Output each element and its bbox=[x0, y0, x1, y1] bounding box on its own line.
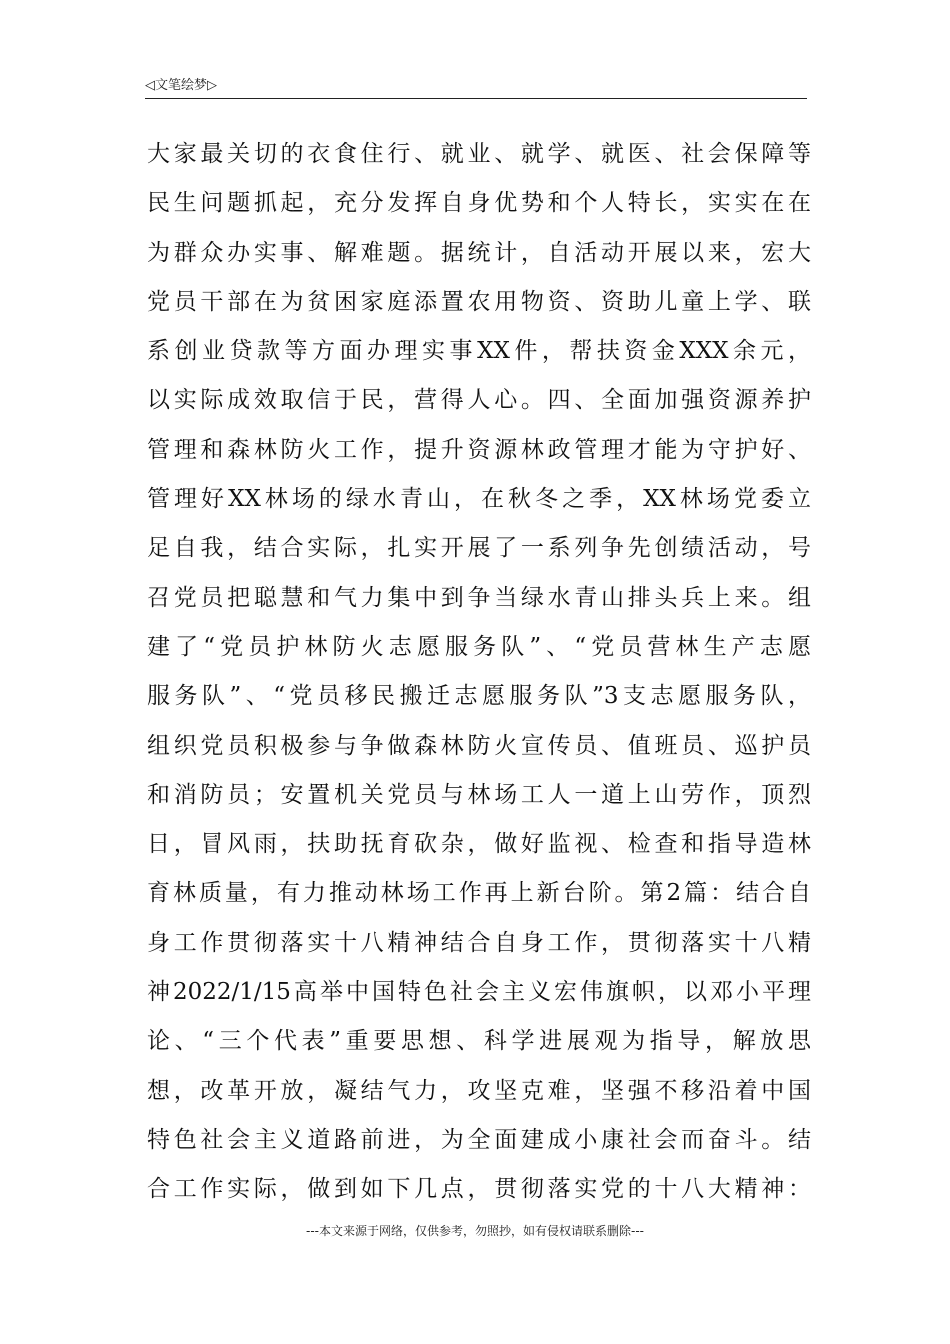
document-body bbox=[147, 130, 811, 1215]
body-line: 育林质量，有力推动林场工作再上新台阶。第2篇：结合自 bbox=[147, 880, 811, 907]
header-title: ◁文笔绘梦▷ bbox=[145, 78, 217, 93]
body-line: 足自我，结合实际，扎实开展了一系列争先创绩活动，号 bbox=[147, 535, 811, 562]
body-line: 管理好XX林场的绿水青山，在秋冬之季，XX林场党委立 bbox=[147, 486, 811, 513]
body-line: 和消防员；安置机关党员与林场工人一道上山劳作，顶烈 bbox=[147, 781, 811, 808]
body-line: 想，改革开放，凝结气力，攻坚克难，坚强不移沿着中国 bbox=[147, 1077, 811, 1104]
body-line: 系创业贷款等方面办理实事XX件，帮扶资金XXX余元， bbox=[147, 338, 811, 365]
body-line: 大家最关切的衣食住行、就业、就学、就医、社会保障等 bbox=[147, 141, 811, 167]
body-line: 建了“党员护林防火志愿服务队”、“党员营林生产志愿 bbox=[147, 633, 811, 660]
body-line: 组织党员积极参与争做森林防火宣传员、值班员、巡护员 bbox=[147, 732, 811, 759]
body-line: 身工作贯彻落实十八精神结合自身工作，贯彻落实十八精 bbox=[147, 929, 811, 956]
body-line: 管理和森林防火工作，提升资源林政管理才能为守护好、 bbox=[147, 436, 811, 463]
body-line: 神2022/1/15高举中国特色社会主义宏伟旗帜，以邓小平理 bbox=[147, 979, 811, 1006]
body-line: 为群众办实事、解难题。据统计，自活动开展以来，宏大 bbox=[147, 239, 811, 266]
body-line: 党员干部在为贫困家庭添置农用物资、资助儿童上学、联 bbox=[147, 288, 811, 315]
page-header bbox=[145, 72, 807, 99]
body-line: 合工作实际，做到如下几点，贯彻落实党的十八大精神： bbox=[147, 1176, 811, 1203]
body-line: 论、“三个代表”重要思想、科学进展观为指导，解放思 bbox=[147, 1028, 811, 1055]
body-line: 特色社会主义道路前进，为全面建成小康社会而奋斗。结 bbox=[147, 1126, 811, 1153]
body-line: 以实际成效取信于民，营得人心。四、全面加强资源养护 bbox=[147, 387, 811, 414]
body-line: 服务队”、“党员移民搬迁志愿服务队”3支志愿服务队， bbox=[147, 683, 811, 710]
page-footer: ---本文来源于网络，仅供参考，勿照抄，如有侵权请联系删除--- bbox=[306, 1224, 644, 1238]
body-line: 民生问题抓起，充分发挥自身优势和个人特长，实实在在 bbox=[147, 190, 811, 217]
body-line: 日，冒风雨，扶助抚育砍杂，做好监视、检查和指导造林 bbox=[147, 831, 811, 858]
body-line: 召党员把聪慧和气力集中到争当绿水青山排头兵上来。组 bbox=[147, 584, 811, 611]
